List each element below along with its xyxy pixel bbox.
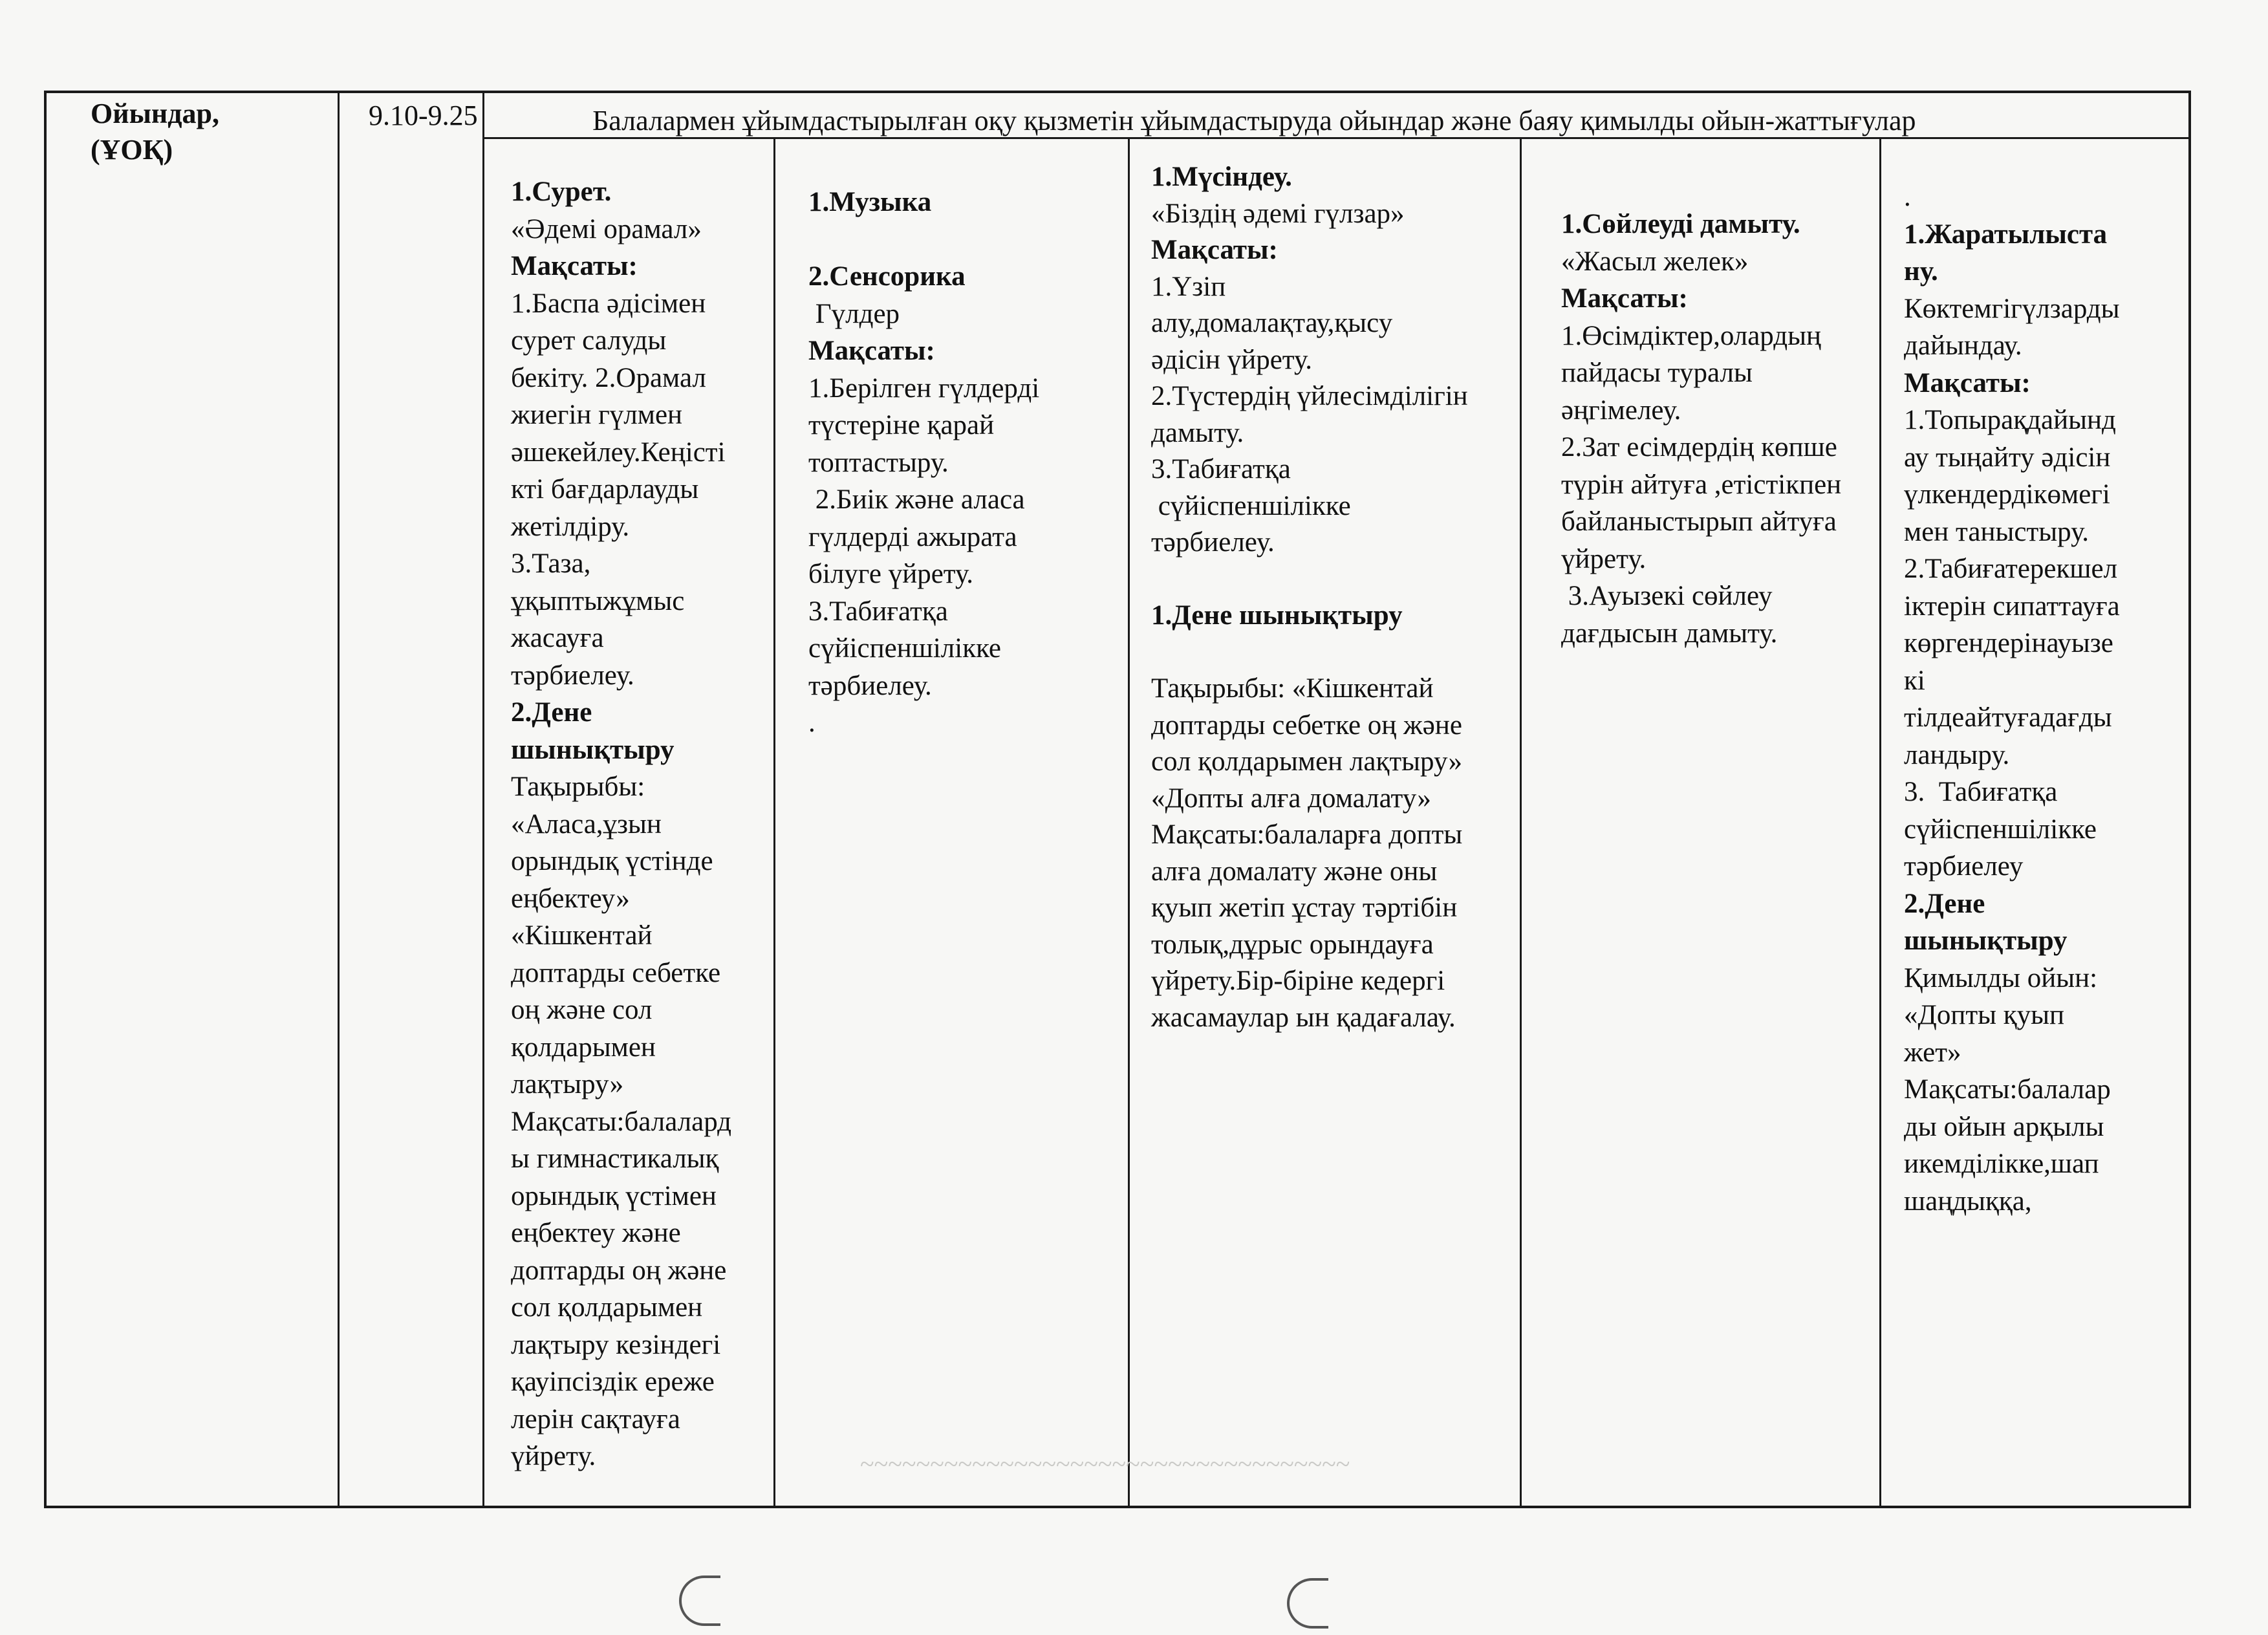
header-bottom-line — [482, 137, 2191, 139]
column-1-line: бекіту. 2.Орамал — [511, 362, 706, 393]
column-1-line: 1.Сурет. — [511, 177, 612, 207]
column-5-line: Көктемгігүлзарды — [1904, 293, 2120, 324]
column-5-line: ды ойын арқылы — [1904, 1111, 2104, 1142]
table-right-border — [2188, 91, 2191, 1508]
column-3-line: 1.Дене шынықтыру — [1151, 600, 1403, 631]
column-1-line: 2.Дене — [511, 697, 592, 728]
column-3-line: алу,домалақтау,қысу — [1151, 308, 1393, 338]
time-slot: 9.10-9.25 — [369, 100, 478, 131]
column-3-line: үйрету.Бір-біріне кедергі — [1151, 966, 1445, 996]
column-5-line: шаңдыққа, — [1904, 1186, 2032, 1217]
column-3-line: 1.Үзіп — [1151, 271, 1226, 302]
column-1-line: еңбектеу және — [511, 1218, 681, 1248]
column-5-line: шынықтыру — [1904, 926, 2068, 956]
column-1-line: сурет салуды — [511, 325, 667, 356]
column-1-line: Мақсаты: — [511, 251, 638, 281]
column-3-line: «Допты алға домалату» — [1151, 783, 1431, 814]
column-1-line: доптарды себетке — [511, 957, 721, 988]
table-bottom-border — [44, 1506, 2191, 1508]
column-5-line: . — [1904, 182, 1911, 212]
column-3-line: жасамаулар ын қадағалау. — [1151, 1002, 1456, 1033]
column-3-line: әдісін үйрету. — [1151, 344, 1312, 375]
column-5-line: ландыру. — [1904, 739, 2010, 770]
column-4-line: түрін айтуға ,етістікпен — [1561, 469, 1842, 500]
column-3-line: доптарды себетке оң және — [1151, 709, 1462, 741]
activity-column-4 — [1561, 206, 1878, 652]
activity-column-3 — [1151, 159, 1518, 1036]
header-title: Балалармен ұйымдастырылған оқу қызметін ұйымдастыруда ойындар және баяу қимылды ойын-жаттығулар — [592, 105, 1916, 136]
column-3-line: алға домалату және оны — [1151, 856, 1438, 887]
column-5-line: сүйіспеншілікке — [1904, 814, 2097, 845]
column-3-line: 1.Мүсіндеу. — [1151, 162, 1292, 192]
column-5-line: үлкендердікөмегі — [1904, 479, 2110, 510]
column-2-line: . — [808, 708, 815, 738]
column-1-line: үйрету. — [511, 1441, 596, 1471]
column-1-line: сол қолдарымен — [511, 1292, 703, 1323]
column-4-line: 1.Сөйлеуді дамыту. — [1561, 209, 1800, 239]
column-4-line: 3.Ауызекі сөйлеу — [1561, 581, 1773, 611]
divider-col-3-4 — [1520, 137, 1522, 1508]
column-3-line: Тақырыбы: «Кішкентай — [1151, 673, 1434, 704]
column-1-line: лақтыру кезіндегі — [511, 1329, 721, 1360]
column-1-line: «Әдемі орамал» — [511, 213, 702, 244]
column-3-line: Мақсаты:балаларға допты — [1151, 819, 1463, 850]
divider-label-time — [338, 91, 340, 1508]
column-4-line: Мақсаты: — [1561, 283, 1688, 314]
column-3-line: дамыту. — [1151, 417, 1244, 448]
column-2-line: Гүлдер — [808, 298, 900, 329]
column-3-line: Мақсаты: — [1151, 235, 1278, 265]
column-5-line: Мақсаты:балалар — [1904, 1074, 2111, 1105]
column-1-line: доптарды оң және — [511, 1255, 727, 1286]
column-2-line: Мақсаты: — [808, 336, 935, 366]
divider-col-1-2 — [773, 137, 775, 1508]
column-1-line: жиегін гүлмен — [511, 400, 683, 430]
column-4-line: «Жасыл желек» — [1561, 246, 1749, 277]
column-2-line — [808, 221, 1125, 259]
column-1-line: 3.Таза, — [511, 548, 591, 579]
activity-column-5 — [1904, 179, 2187, 1220]
column-1-line: кті бағдарлауды — [511, 474, 699, 504]
column-1-line: тәрбиелеу. — [511, 660, 634, 691]
column-5-line: жет» — [1904, 1037, 1961, 1068]
column-5-line: 2.Табиғатерекшел — [1904, 554, 2118, 584]
column-5-line: 3. Табиғатқа — [1904, 777, 2058, 807]
column-3-line: қуып жетіп ұстау тәртібін — [1151, 893, 1458, 923]
column-5-line: 1.Жаратылыста — [1904, 219, 2108, 250]
table-left-border — [44, 91, 47, 1508]
column-1-line: 1.Баспа әдісімен — [511, 288, 706, 319]
column-1-line: Тақырыбы: — [511, 772, 645, 802]
bleed-through-text: ~~~~~~~~~~~~~~~~~~~~~~~~~~~~~~~~~~~ — [860, 1449, 1350, 1478]
divider-col-2-3 — [1128, 137, 1130, 1508]
column-5-line: 1.Топырақдайынд — [1904, 405, 2116, 435]
column-4-line: пайдасы туралы — [1561, 358, 1753, 388]
column-1-line: Мақсаты:балалард — [511, 1106, 732, 1137]
row-label: Ойындар, (ҰОҚ) — [91, 98, 220, 166]
column-1-line: шынықтыру — [511, 734, 675, 765]
column-5-line: мен таныстыру. — [1904, 516, 2090, 547]
column-1-line: ы гимнастикалық — [511, 1143, 719, 1174]
column-5-line: тәрбиелеу — [1904, 851, 2024, 882]
column-5-line: Қимылды ойын: — [1904, 962, 2098, 993]
column-1-line: лақтыру» — [511, 1069, 624, 1099]
column-1-line: жетілдіру. — [511, 511, 630, 542]
column-2-line: гүлдерді ажырата — [808, 521, 1017, 552]
column-3-line: 2.Түстердің үйлесімділігін — [1151, 381, 1468, 411]
column-1-line: лерін сақтауға — [511, 1403, 680, 1435]
column-3-line — [1151, 561, 1518, 598]
column-1-line: «Аласа,ұзын — [511, 808, 662, 839]
column-5-line: кі — [1904, 665, 1925, 696]
column-2-line: 3.Табиғатқа — [808, 596, 948, 627]
column-3-line — [1151, 634, 1518, 671]
column-1-line: әшекейлеу.Кеңісті — [511, 437, 726, 468]
column-2-line: топтастыру. — [808, 447, 949, 478]
column-5-line: іктерін сипаттауға — [1904, 590, 2120, 622]
column-3-line: тәрбиелеу. — [1151, 527, 1275, 558]
column-5-line: икемділікке,шап — [1904, 1149, 2099, 1179]
column-1-line: қолдарымен — [511, 1032, 656, 1063]
column-5-line: ау тыңайту әдісін — [1904, 442, 2111, 473]
punch-hole-right — [1287, 1578, 1328, 1629]
column-1-line: жасауға — [511, 623, 604, 653]
column-5-line: «Допты қуып — [1904, 1000, 2065, 1030]
punch-hole-left — [679, 1575, 720, 1626]
column-2-line: сүйіспеншілікке — [808, 633, 1001, 664]
column-3-line: сүйіспеншілікке — [1151, 490, 1351, 521]
column-4-line: дағдысын дамыту. — [1561, 618, 1778, 649]
column-5-line: Мақсаты: — [1904, 367, 2031, 398]
column-1-line: қауіпсіздік ереже — [511, 1367, 715, 1397]
table-top-border — [44, 91, 2191, 93]
column-5-line: ну. — [1904, 256, 1938, 287]
column-5-line: тілдеайтуғадағды — [1904, 702, 2112, 733]
column-5-line: дайындау. — [1904, 330, 2022, 361]
column-2-line: түстеріне қарай — [808, 410, 995, 440]
divider-time-content — [482, 91, 484, 1508]
column-2-line: 2.Сенсорика — [808, 261, 966, 292]
column-3-line: сол қолдарымен лақтыру» — [1151, 746, 1463, 777]
column-4-line: 1.Өсімдіктер,олардың — [1561, 320, 1822, 351]
column-2-line: 1.Музыка — [808, 187, 932, 217]
column-2-line: білуге үйрету. — [808, 559, 973, 589]
column-1-line: «Кішкентай — [511, 920, 653, 951]
column-4-line: байланыстырып айтуға — [1561, 506, 1837, 537]
column-5-line: көргендерінауызе — [1904, 628, 2113, 658]
column-3-line: толық,дұрыс орындауға — [1151, 929, 1434, 960]
column-4-line: әңгімелеу. — [1561, 395, 1681, 426]
column-1-line: ұқыптыжұмыс — [511, 585, 685, 616]
column-4-line: 2.Зат есімдердің көпше — [1561, 432, 1837, 462]
column-3-line: «Біздің әдемі гүлзар» — [1151, 198, 1405, 229]
column-4-line: үйрету. — [1561, 543, 1647, 574]
column-2-line: 2.Биік және аласа — [808, 484, 1025, 515]
activity-column-2 — [808, 184, 1125, 742]
column-2-line: тәрбиелеу. — [808, 670, 932, 701]
column-2-line: 1.Берілген гүлдерді — [808, 373, 1040, 404]
column-5-line: 2.Дене — [1904, 888, 1985, 919]
column-1-line: орындық үстімен — [511, 1180, 717, 1211]
column-1-line: еңбектеу» — [511, 883, 630, 914]
column-3-line: 3.Табиғатқа — [1151, 454, 1291, 484]
activity-column-1 — [511, 173, 770, 1475]
column-1-line: оң және сол — [511, 995, 653, 1025]
column-1-line: орындық үстінде — [511, 846, 713, 876]
divider-col-4-5 — [1879, 137, 1881, 1508]
